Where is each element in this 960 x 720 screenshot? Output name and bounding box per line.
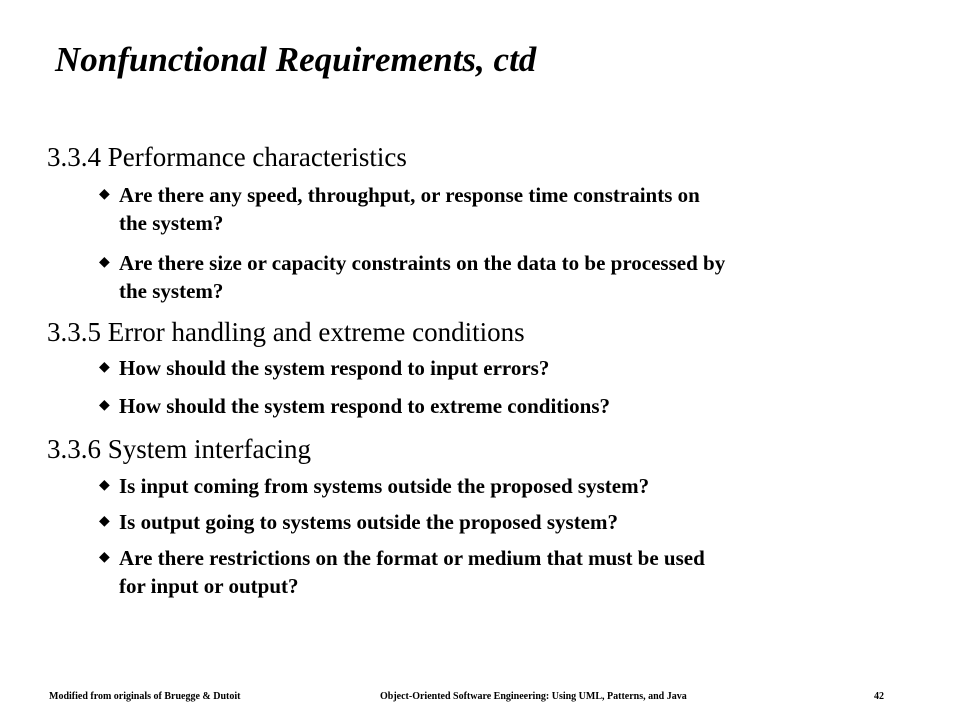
diamond-bullet-icon: ◆ <box>99 398 110 413</box>
section-performance <box>47 139 927 305</box>
section-heading: 3.3.6 System interfacing <box>47 434 311 464</box>
bullet-item <box>47 181 909 237</box>
diamond-bullet-icon: ◆ <box>99 514 110 529</box>
bullet-item <box>47 249 909 305</box>
section-heading: 3.3.4 Performance characteristics <box>47 142 407 172</box>
bullet-line: Is output going to systems outside the proposed system? <box>119 510 618 534</box>
bullet-line: How should the system respond to extreme conditions? <box>119 394 610 418</box>
diamond-bullet-icon: ◆ <box>99 255 110 270</box>
footer-course-title: Object-Oriented Software Engineering: Using UML, Patterns, and Java <box>380 691 687 702</box>
bullet-line: Are there restrictions on the format or medium that must be used <box>119 546 705 570</box>
bullet-line: the system? <box>119 279 224 303</box>
bullet-line: How should the system respond to input errors? <box>119 356 550 380</box>
bullet-item <box>47 392 909 420</box>
diamond-bullet-icon: ◆ <box>99 550 110 565</box>
requirements-sections <box>47 139 927 600</box>
section-system-interfacing <box>47 431 927 600</box>
bullet-item <box>47 544 909 600</box>
section-error-handling <box>47 314 927 420</box>
bullet-item <box>47 508 909 536</box>
bullet-line: for input or output? <box>119 574 299 598</box>
page-number: 42 <box>874 691 884 702</box>
slide-title: Nonfunctional Requirements, ctd <box>55 40 537 79</box>
bullet-item <box>47 472 909 500</box>
footer-attribution: Modified from originals of Bruegge & Dutoit <box>49 691 241 702</box>
bullet-line: the system? <box>119 211 224 235</box>
section-heading: 3.3.5 Error handling and extreme conditions <box>47 317 525 347</box>
bullet-line: Are there any speed, throughput, or response time constraints on <box>119 183 700 207</box>
diamond-bullet-icon: ◆ <box>99 360 110 375</box>
diamond-bullet-icon: ◆ <box>99 187 110 202</box>
bullet-line: Are there size or capacity constraints on the data to be processed by <box>119 251 726 275</box>
diamond-bullet-icon: ◆ <box>99 478 110 493</box>
bullet-item <box>47 354 909 382</box>
bullet-line: Is input coming from systems outside the proposed system? <box>119 474 650 498</box>
